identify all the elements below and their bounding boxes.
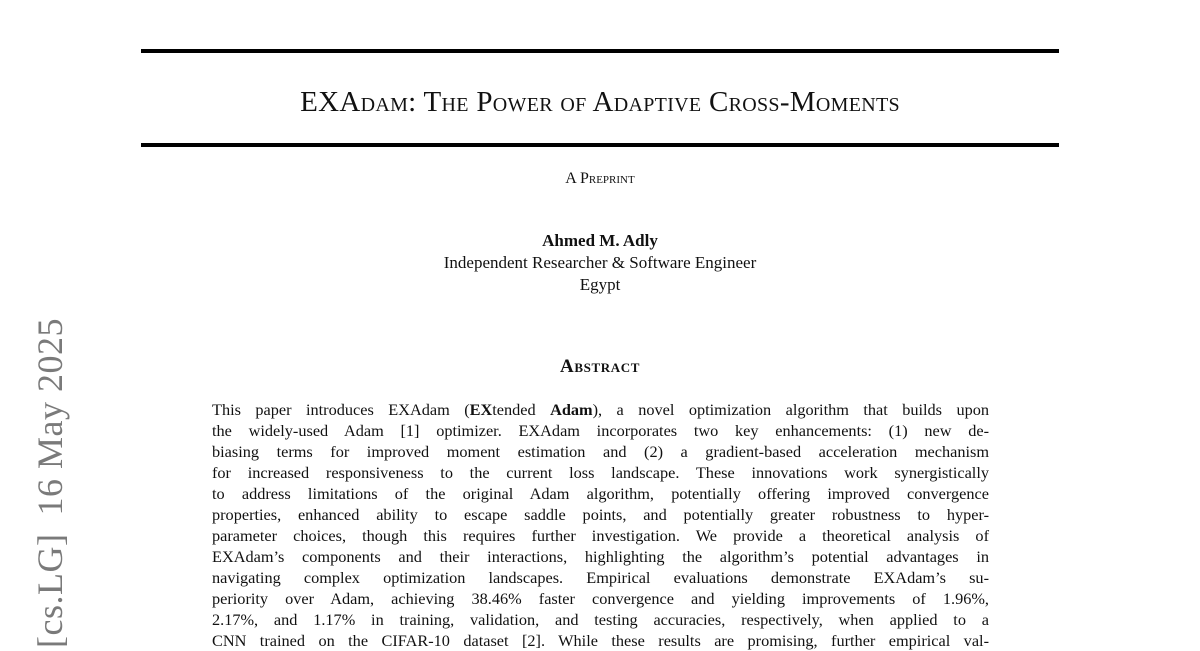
author-name: Ahmed M. Adly xyxy=(542,231,658,250)
abstract-line: properties, enhanced ability to escape saddle points, and potentially greater robustness to hyper- xyxy=(212,505,989,524)
abstract-line: to address limitations of the original Adam algorithm, potentially offering improved convergence xyxy=(212,484,989,503)
abstract-line: the widely-used Adam [1] optimizer. EXAdam incorporates two key enhancements: (1) new de- xyxy=(212,421,989,440)
arxiv-side-stamp xyxy=(28,318,72,648)
author-block xyxy=(141,230,1059,296)
paper-title: EXAdam: The Power of Adaptive Cross-Moments xyxy=(300,86,900,118)
arxiv-category: [cs.LG] xyxy=(30,533,70,648)
abstract-line: for increased responsiveness to the current loss landscape. These innovations work synergistically xyxy=(212,463,989,482)
arxiv-date: 16 May 2025 xyxy=(30,318,70,516)
abstract-line: periority over Adam, achieving 38.46% faster convergence and yielding improvements of 1.96%, xyxy=(212,589,989,608)
preprint-label: A Preprint xyxy=(565,170,635,187)
title-bottom-rule xyxy=(141,143,1059,147)
abstract-line: 2.17%, and 1.17% in training, validation, and testing accuracies, respectively, when applied to a xyxy=(212,610,989,629)
abstract-line: parameter choices, though this requires further investigation. We provide a theoretical analysis of xyxy=(212,526,989,545)
abstract-line: CNN trained on the CIFAR-10 dataset [2]. While these results are promising, further empirical val- xyxy=(212,631,989,650)
abstract-line: navigating complex optimization landscapes. Empirical evaluations demonstrate EXAdam’s su- xyxy=(212,568,989,587)
abstract-body xyxy=(212,399,989,651)
author-country: Egypt xyxy=(579,275,621,294)
abstract-line: biasing terms for improved moment estimation and (2) a gradient-based acceleration mechanism xyxy=(212,442,989,461)
abstract-heading: Abstract xyxy=(560,356,640,377)
author-affiliation: Independent Researcher & Software Engineer xyxy=(443,253,757,272)
abstract-line: EXAdam’s components and their interactions, highlighting the algorithm’s potential advantages in xyxy=(212,547,989,566)
title-top-rule xyxy=(141,49,1059,53)
abstract-line: This paper introduces EXAdam (EXtended Adam), a novel optimization algorithm that builds upon xyxy=(212,400,990,419)
